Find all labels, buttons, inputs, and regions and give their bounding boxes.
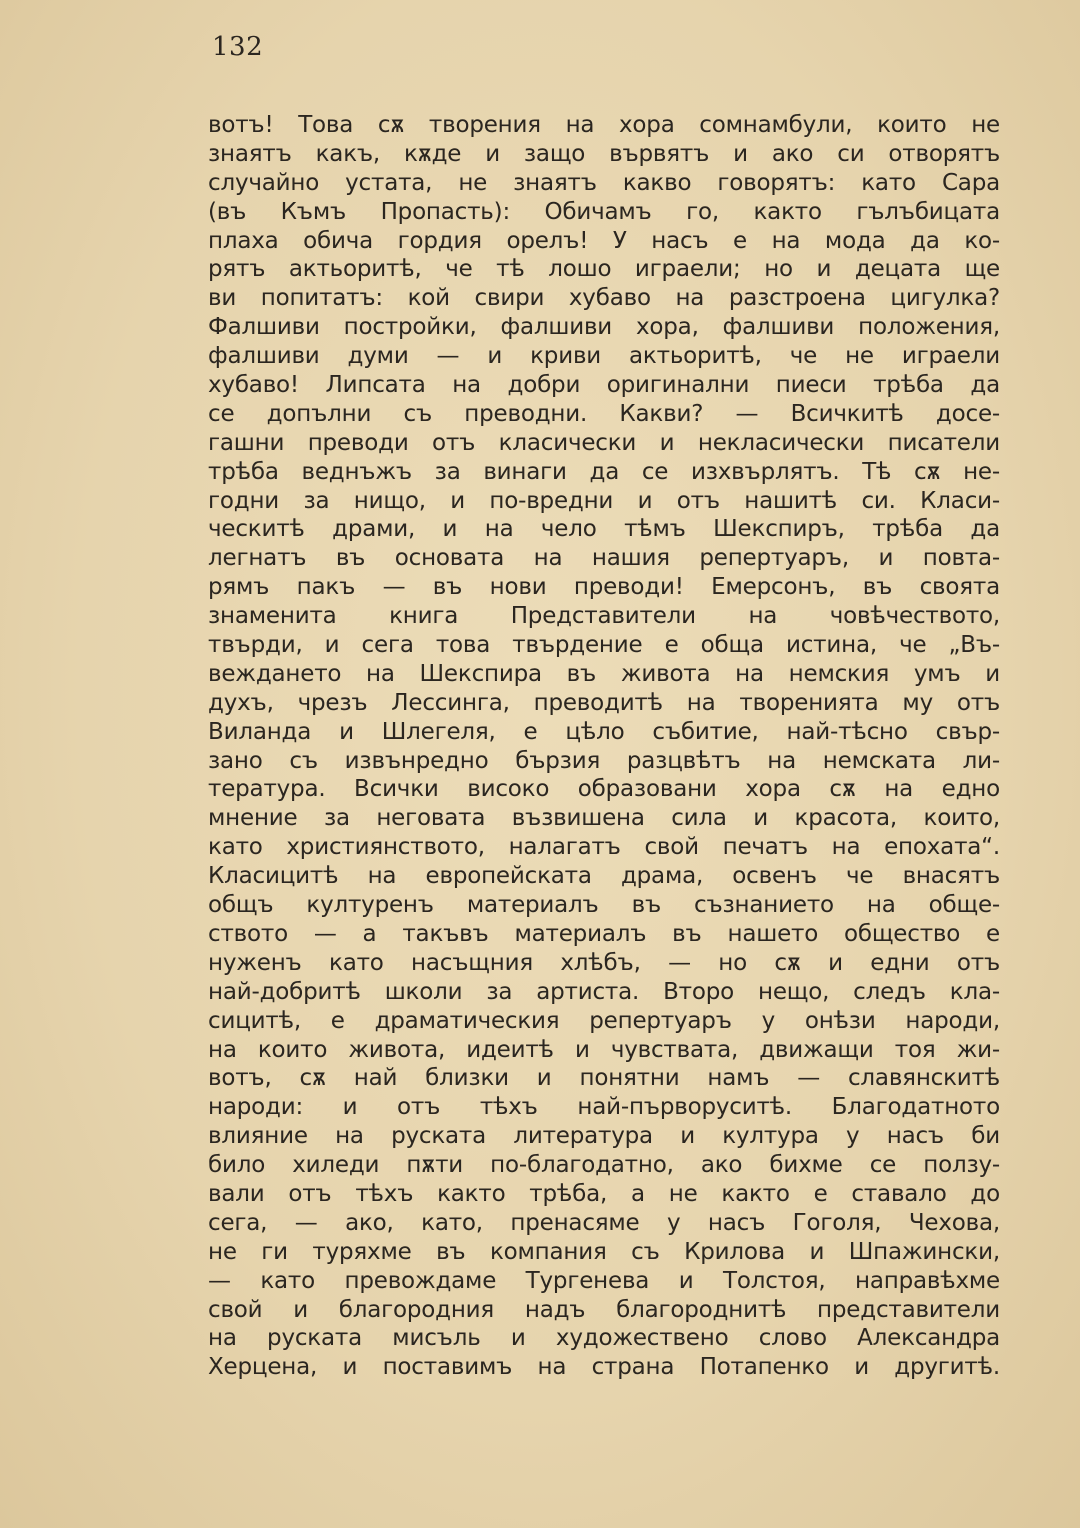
text-line: сицитѣ, е драматическия репертуаръ у онѣзи народи, (208, 1007, 1000, 1034)
text-line: на руската мисъль и художествено слово Александра (208, 1325, 1000, 1352)
text-line: годни за нищо, и по-вредни и отъ нашитѣ си. Класи- (208, 487, 1000, 514)
text-line: случайно устата, не знаятъ какво говорятъ: като Сара (208, 169, 1000, 196)
text-line: ви попитатъ: кой свири хубаво на разстроена цигулка? (208, 285, 1000, 312)
text-line: се допълни съ преводни. Какви? — Всичкитѣ досе- (208, 400, 1000, 427)
text-line: Класицитѣ на европейската драма, освенъ че внасятъ (208, 863, 1000, 890)
text-line: на които живота, идеитѣ и чувствата, движащи тоя жи- (208, 1036, 1000, 1063)
text-line: рятъ актьоритѣ, че тѣ лошо играели; но и децата ще (208, 256, 1000, 283)
text-line: твърди, и сега това твърдение е обща истина, че „Въ- (208, 632, 1000, 659)
text-line: не ги туряхме въ компания съ Крилова и Шпажински, (208, 1238, 1000, 1265)
text-line: вотъ! Това сѫ творения на хора сомнамбули, които не (208, 112, 1000, 138)
text-line: сега, — ако, като, пренасяме у насъ Гоголя, Чехова, (208, 1209, 1000, 1236)
text-line: гашни преводи отъ класически и некласически писатели (208, 429, 1000, 456)
text-line: ческитѣ драми, и на чело тѣмъ Шекспиръ, трѣба да (208, 516, 1000, 543)
text-line: Херцена, и поставимъ на страна Потапенко и другитѣ. (208, 1354, 1000, 1381)
text-line: фалшиви думи — и криви актьоритѣ, че не играели (208, 343, 1000, 370)
text-line: общъ културенъ материалъ въ съзнанието на обще- (208, 892, 1000, 919)
text-line: зано съ извънредно бързия разцвѣтъ на немската ли- (208, 747, 1000, 774)
text-line: хубаво! Липсата на добри оригинални пиеси трѣба да (208, 372, 1000, 399)
text-line: нуженъ като насъщния хлѣбъ, — но сѫ и едни отъ (208, 949, 1000, 976)
page-number: 132 (212, 32, 264, 62)
body-text (208, 111, 1000, 1382)
text-line: легнатъ въ основата на нашия репертуаръ, и повта- (208, 545, 1000, 572)
text-line: веждането на Шекспира въ живота на немския умъ и (208, 660, 1000, 687)
text-line: духъ, чрезъ Лессинга, преводитѣ на творенията му отъ (208, 689, 1000, 716)
text-line: Виланда и Шлегеля, е цѣло събитие, най-тѣсно свър- (208, 718, 1000, 745)
text-line: народи: и отъ тѣхъ най-първоруситѣ. Благодатното (208, 1094, 1000, 1121)
text-line: вотъ, сѫ най близки и понятни намъ — славянскитѣ (208, 1065, 1000, 1092)
text-line: тература. Всички високо образовани хора сѫ на едно (208, 776, 1000, 803)
text-line: било хиледи пѫти по-благодатно, ако бихме се ползу- (208, 1152, 1000, 1179)
text-line: — като превождаме Тургенева и Толстоя, направѣхме (208, 1267, 1000, 1294)
text-line: най-добритѣ школи за артиста. Второ нещо, следъ кла- (208, 978, 1000, 1005)
text-line: мнение за неговата възвишена сила и красота, които, (208, 805, 1000, 832)
text-line: вали отъ тѣхъ както трѣба, а не както е ставало до (208, 1180, 1000, 1207)
text-line: ството — а такъвъ материалъ въ нашето общество е (208, 920, 1000, 947)
text-line: като християнството, налагатъ свой печатъ на епохата“. (208, 834, 1000, 861)
text-line: влияние на руската литература и култура у насъ би (208, 1123, 1000, 1150)
text-line: свой и благородния надъ благороднитѣ представители (208, 1296, 1000, 1323)
text-line: Фалшиви постройки, фалшиви хора, фалшиви положения, (208, 314, 1000, 341)
text-line: трѣба веднъжъ за винаги да се изхвърлятъ. Тѣ сѫ не- (208, 458, 1000, 485)
text-line: знаменита книга Представители на човѣчеството, (208, 603, 1000, 630)
text-line: знаятъ какъ, кѫде и защо вървятъ и ако си отворятъ (208, 140, 1000, 167)
text-line: (въ Къмъ Пропасть): Обичамъ го, както гълъбицата (208, 198, 1000, 225)
text-line: плаха обича гордия орелъ! У насъ е на мода да ко- (208, 227, 1000, 254)
text-line: рямъ пакъ — въ нови преводи! Емерсонъ, въ своята (208, 574, 1000, 601)
